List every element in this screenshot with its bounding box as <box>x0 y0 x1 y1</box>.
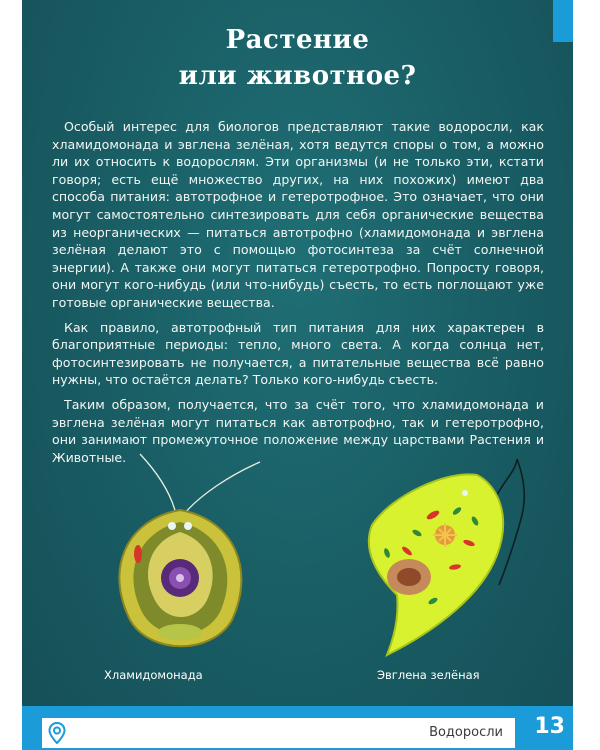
euglena-illustration <box>347 455 567 660</box>
title-line-1: Растение <box>225 25 370 55</box>
book-page <box>22 0 573 750</box>
page-footer <box>22 706 573 750</box>
footer-bar <box>42 718 515 748</box>
title-line-2: или животное? <box>178 61 417 91</box>
section-name: Водоросли <box>429 725 503 740</box>
caption-euglena: Эвглена зелёная <box>377 668 480 682</box>
page-number: 13 <box>534 714 565 739</box>
caption-chlamydomonas: Хламидомонада <box>104 668 203 682</box>
body-text <box>52 118 544 473</box>
paragraph-3: Таким образом, получается, что за счёт того, что хламидомонада и эвглена зелёная могут питаться как автотрофно, так и гетеротрофно, они занимают промежуточное положение между царствами Растения и Животные. <box>52 396 544 465</box>
page-title <box>22 22 573 94</box>
paragraph-2: Как правило, автотрофный тип питания для них характерен в благоприятные периоды: тепло, много света. А когда солнца нет, фотосинтезировать не получается, а питательные вещества всё равно нужны, что остаётся делать? Только кого-нибудь съесть. <box>52 319 544 388</box>
chlamydomonas-illustration <box>100 450 270 660</box>
paragraph-1: Особый интерес для биологов представляют такие водоросли, как хламидомонада и эвглена зелёная, хотя ведутся споры о том, а можно ли их относить к водорослям. Эти организмы (и не только эти, кстати говоря; есть ещё множество других, на них похожих) имеют два способа питания: автотрофное и гетеротрофное. Это означает, что они могут самостоятельно синтезировать для себя органические вещества из неорганических — питаться автотрофно (хламидомонада и эвглена зелёная делают это с помощью фотосинтеза за счёт солнечной энергии). А также они могут питаться гетеротрофно. Попросту говоря, они могут кого-нибудь (или что-нибудь) съесть, то есть поглощают уже готовые органические вещества. <box>52 119 544 310</box>
location-pin-icon <box>48 722 66 744</box>
